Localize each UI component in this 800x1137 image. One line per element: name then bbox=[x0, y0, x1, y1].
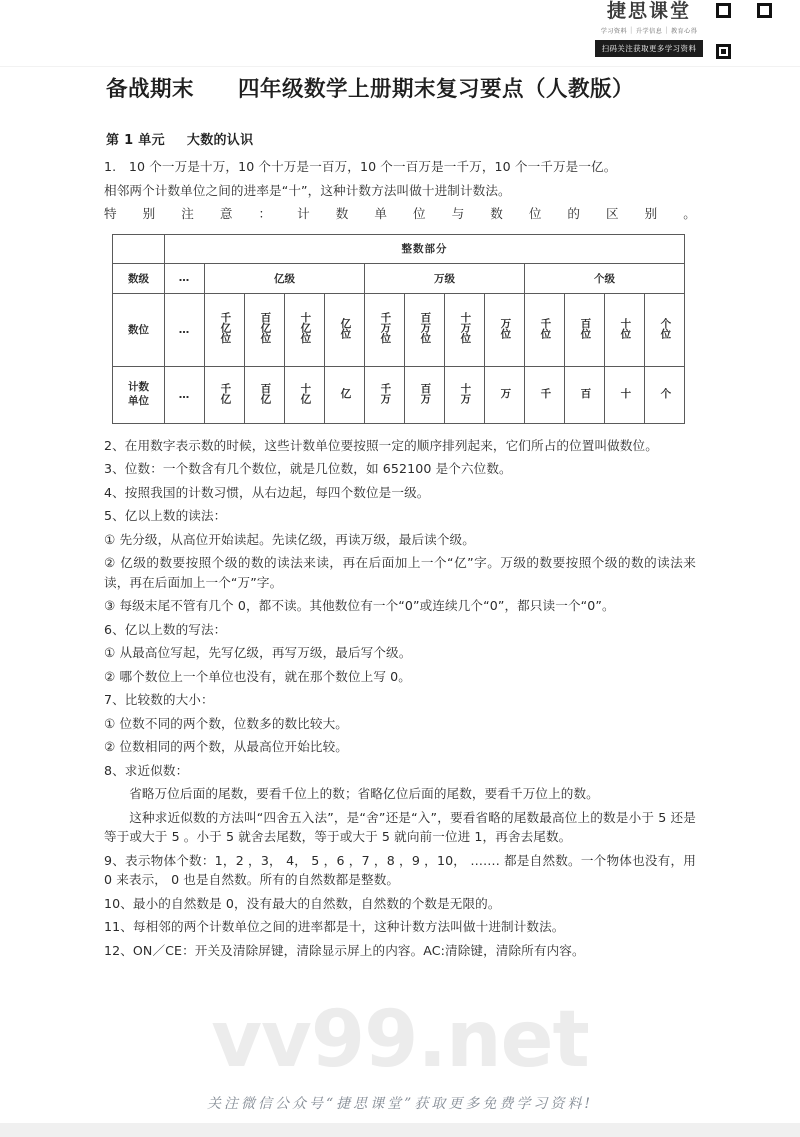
paragraph-item-6b: ② 哪个数位上一个单位也没有，就在那个数位上写 0。 bbox=[104, 668, 411, 684]
paragraph-3: 特别注意：计数单位与数位的区别。 bbox=[104, 206, 696, 222]
paragraph-item-5b: ② 亿级的数要按照个级的数的读法来读，再在后面加上一个“亿”字。万级的数要按照个级的数的读法来读，再在后面加上一个“万”字。 bbox=[104, 555, 696, 590]
brand-sub-separator-0: | bbox=[630, 26, 633, 35]
paragraph-item-5c: ③ 每级末尾不管有几个 0，都不读。其他数位有一个“0”或连续几个“0”，都只读一个“0”。 bbox=[104, 598, 615, 614]
table-cell-level-ge: 个级 bbox=[525, 263, 685, 293]
paragraph-item-11: 11、每相邻的两个计数单位之间的进率都是十，这种计数方法叫做十进制计数法。 bbox=[104, 919, 565, 935]
paragraph-item-8a: 省略万位后面的尾数，要看千位上的数；省略亿位后面的尾数，要看千万位上的数。 bbox=[129, 786, 599, 802]
table-row-levels bbox=[113, 263, 685, 293]
table-cell-unit-0: 千亿 bbox=[205, 366, 245, 423]
footer-band bbox=[0, 1123, 800, 1137]
paragraph-item-3: 3、位数：一个数含有几个数位，就是几位数，如 652100 是个六位数。 bbox=[104, 461, 512, 477]
document-body bbox=[104, 72, 696, 964]
table-cell-digit-6: 十万位 bbox=[445, 293, 485, 366]
table-cell-unit-2: 十亿 bbox=[285, 366, 325, 423]
table-cell-unit-6: 十万 bbox=[445, 366, 485, 423]
unit-heading bbox=[106, 129, 696, 148]
table-cell-unit-4: 千万 bbox=[365, 366, 405, 423]
table-cell-unit-ellipsis: … bbox=[165, 366, 205, 423]
table-cell-digit-8: 千位 bbox=[525, 293, 565, 366]
unit-number-label: 第 1 单元 bbox=[106, 133, 165, 148]
table-cell-unit-10: 十 bbox=[605, 366, 645, 423]
table-row-counting-units bbox=[113, 366, 685, 423]
footer-promo-text: 关注微信公众号“捷思课堂”获取更多免费学习资料! bbox=[207, 1096, 593, 1112]
paragraph-item-9: 9、表示物体个数：1，2 ，3， 4， 5 ，6 ，7 ，8 ，9 ，10， ……. 都是自然数。一个物体也没有，用 0 来表示， 0 也是自然数。所有的自然数都是整数。 bbox=[104, 852, 696, 888]
table-cell-digit-2: 十亿位 bbox=[285, 293, 325, 366]
table-rowlabel-unit bbox=[113, 366, 165, 423]
brand-name: 捷思课堂 bbox=[606, 0, 691, 22]
paragraph-1: 1. 10 个一万是十万，10 个十万是一百万，10 个一百万是一千万，10 个一千万是一亿。 bbox=[104, 159, 617, 174]
paragraph-item-7: 7、比较数的大小： bbox=[104, 692, 214, 708]
table-rowlabel-unit-line2: 单位 bbox=[128, 394, 149, 407]
table-cell-corner bbox=[113, 234, 165, 263]
table-cell-whole-part: 整数部分 bbox=[165, 234, 685, 263]
brand-sub-item-2: 教育心得 bbox=[670, 27, 698, 35]
table-cell-level-wan: 万级 bbox=[365, 263, 525, 293]
table-cell-unit-1: 百亿 bbox=[245, 366, 285, 423]
paragraph-item-5a: ① 先分级，从高位开始读起。先读亿级，再读万级，最后读个级。 bbox=[104, 531, 475, 547]
paragraph-item-4: 4、按照我国的计数习惯，从右边起，每四个数位是一级。 bbox=[104, 484, 430, 500]
table-cell-digit-7: 万位 bbox=[485, 293, 525, 366]
paragraph-item-2: 2、在用数字表示数的时候，这些计数单位要按照一定的顺序排列起来，它们所占的位置叫做数位。 bbox=[104, 437, 658, 453]
header-divider bbox=[0, 66, 800, 67]
watermark: vv99.net bbox=[211, 995, 589, 1085]
brand-subtitle bbox=[601, 26, 698, 35]
scan-follow-banner: 扫码关注获取更多学习资料 bbox=[595, 40, 703, 57]
brand-sub-item-0: 学习资料 bbox=[600, 27, 628, 35]
table-cell-digit-11: 个位 bbox=[645, 293, 685, 366]
table-cell-unit-3: 亿 bbox=[325, 366, 365, 423]
table-rowlabel-unit-line1: 计数 bbox=[128, 381, 149, 394]
table-cell-unit-8: 千 bbox=[525, 366, 565, 423]
paragraph-item-8b: 这种求近似数的方法叫“四舍五入法”，是“舍”还是“入”，要看省略的尾数最高位上的数是小于 5 还是等于或大于 5 。小于 5 就舍去尾数，等于或大于 5 就向前一位进 1，再舍去尾数。 bbox=[104, 809, 696, 845]
table-cell-unit-11: 个 bbox=[645, 366, 685, 423]
table-cell-digit-0: 千亿位 bbox=[205, 293, 245, 366]
table-cell-unit-7: 万 bbox=[485, 366, 525, 423]
table-cell-level-ellipsis: … bbox=[165, 263, 205, 293]
paragraph-item-6a: ① 从最高位写起，先写亿级，再写万级，最后写个级。 bbox=[104, 645, 412, 661]
table-cell-digit-9: 百位 bbox=[565, 293, 605, 366]
brand-sub-item-1: 升学信息 bbox=[635, 27, 663, 35]
paragraph-item-10: 10、最小的自然数是 0，没有最大的自然数，自然数的个数是无限的。 bbox=[104, 895, 501, 911]
table-cell-digit-1: 百亿位 bbox=[245, 293, 285, 366]
unit-name-label: 大数的认识 bbox=[186, 133, 254, 148]
qr-code-icon bbox=[714, 1, 774, 61]
table-cell-digit-ellipsis: … bbox=[165, 293, 205, 366]
paragraph-item-7b: ② 位数相同的两个数，从最高位开始比较。 bbox=[104, 739, 348, 755]
table-cell-unit-9: 百 bbox=[565, 366, 605, 423]
brand-block bbox=[590, 0, 800, 64]
table-rowlabel-digit: 数位 bbox=[113, 293, 165, 366]
paragraph-2: 相邻两个计数单位之间的进率是“十”，这种计数方法叫做十进制计数法。 bbox=[104, 182, 511, 198]
place-value-table bbox=[112, 234, 685, 424]
table-cell-unit-5: 百万 bbox=[405, 366, 445, 423]
paragraph-item-8: 8、求近似数： bbox=[104, 762, 189, 778]
paragraph-item-6: 6、亿以上数的写法： bbox=[104, 621, 227, 637]
table-cell-digit-4: 千万位 bbox=[365, 293, 405, 366]
table-row-digits bbox=[113, 293, 685, 366]
paragraph-item-7a: ① 位数不同的两个数，位数多的数比较大。 bbox=[104, 715, 348, 731]
page-title: 备战期末 四年级数学上册期末复习要点（人教版） bbox=[106, 77, 635, 102]
table-cell-digit-3: 亿位 bbox=[325, 293, 365, 366]
table-row-whole-part bbox=[113, 234, 685, 263]
table-cell-level-yi: 亿级 bbox=[205, 263, 365, 293]
page-footer bbox=[0, 1085, 800, 1137]
table-cell-digit-5: 百万位 bbox=[405, 293, 445, 366]
brand-text-group bbox=[590, 0, 708, 57]
table-rowlabel-level: 数级 bbox=[113, 263, 165, 293]
table-cell-digit-10: 十位 bbox=[605, 293, 645, 366]
paragraph-item-5: 5、亿以上数的读法： bbox=[104, 508, 227, 524]
brand-sub-separator-1: | bbox=[665, 26, 668, 35]
paragraph-item-12: 12、ON／CE：开关及清除屏键，清除显示屏上的内容。AC:清除键，清除所有内容。 bbox=[104, 942, 585, 958]
